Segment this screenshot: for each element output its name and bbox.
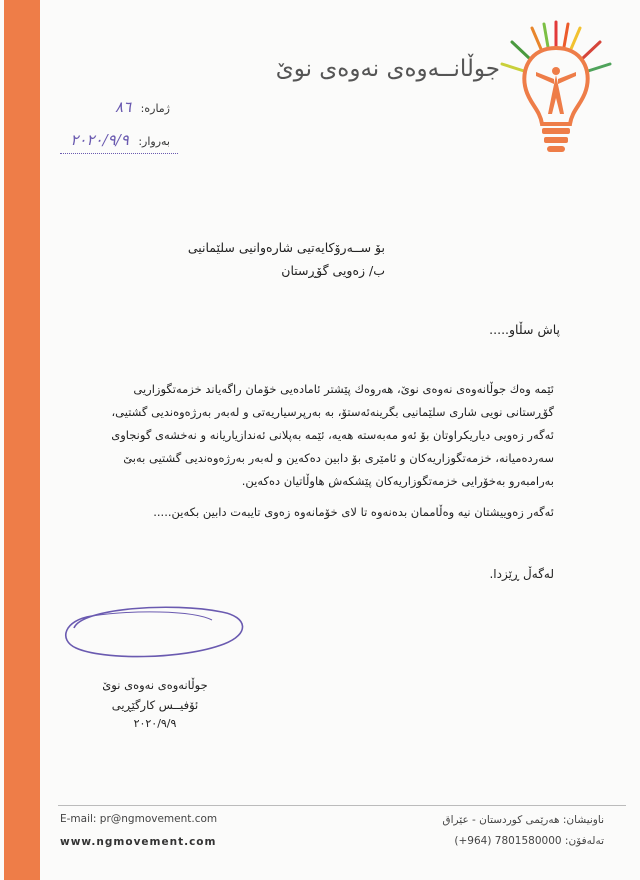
footer-phone-value: (+964) 7801580000 <box>454 835 562 847</box>
footer-divider <box>58 805 626 806</box>
footer-address-value: هەرێمی کوردستان - عێراق <box>442 814 560 826</box>
closing: لەگەڵ ڕێزدا. <box>489 567 554 581</box>
org-name-header: جوڵانــەوەی نەوەی نوێ <box>275 56 500 82</box>
signature-date: ٢٠٢٠/٩/٩ <box>133 717 177 730</box>
signature-mark <box>52 598 252 670</box>
greeting: پاش سڵاو..... <box>489 322 560 337</box>
letter-date-label: بەروار: <box>138 135 170 148</box>
footer-address <box>442 814 604 826</box>
signature-org: جوڵانەوەی نەوەی نوێ <box>102 678 208 692</box>
body-paragraph-1: ئێمە وەك جوڵانەوەی نەوەی نوێ، هەروەك پێشتر ئامادەیی خۆمان راگەیاند خزمەتگوزاریی گۆڕستانی نویی شاری سلێمانیی بگرینەئەستۆ، بە بەرپرسیاریەتی و لەبەر بەرژەوەندیی گشتیی، ئەگەر زەویی دیاریکراوتان بۆ ئەو مەبەستە هەیە، ئێمە بەپلانی ئەندازیاریانە و نەخشەی گونجاوی سەردەمیانە، خزمەتگوزاریەکان و ئامێری بۆ دابین دەکەین و لەبەر بەرژەوەندیی گشتیی بەبێ بەرامبەرو بەخۆرایی خزمەتگوزاریەکان پێشکەش هاوڵاتیان دەکەین. <box>111 382 554 488</box>
orange-side-bar <box>4 0 40 880</box>
addressee-line-2: ب/ زەویی گۆڕستان <box>281 263 385 278</box>
letter-number-value: ٨٦ <box>115 98 132 116</box>
footer-address-label: ناونیشان: <box>562 814 604 826</box>
letter-number-label: ژمارە: <box>140 102 170 115</box>
footer-phone <box>454 835 604 847</box>
letter-number <box>115 98 170 116</box>
addressee-line-1: بۆ ســەرۆکایەتیی شارەوانیی سلێمانیی <box>187 240 385 255</box>
date-underline <box>60 153 178 154</box>
body-paragraph-2: ئەگەر زەوییشتان نیە وەڵاممان بدەنەوە تا لای خۆمانەوە زەوی تایبەت دابین بکەین..... <box>153 505 554 519</box>
letter-date <box>70 131 170 149</box>
footer-phone-label: تەلەفۆن: <box>564 835 604 847</box>
lightbulb-figure-icon <box>496 16 616 166</box>
letter-date-value: ٢٠٢٠/٩/٩ <box>70 131 129 149</box>
signature-office: ئۆفیــس کارگێڕیی <box>111 698 199 712</box>
footer-email[interactable]: E-mail: pr@ngmovement.com <box>60 813 218 825</box>
footer-website[interactable]: www.ngmovement.com <box>60 836 217 848</box>
